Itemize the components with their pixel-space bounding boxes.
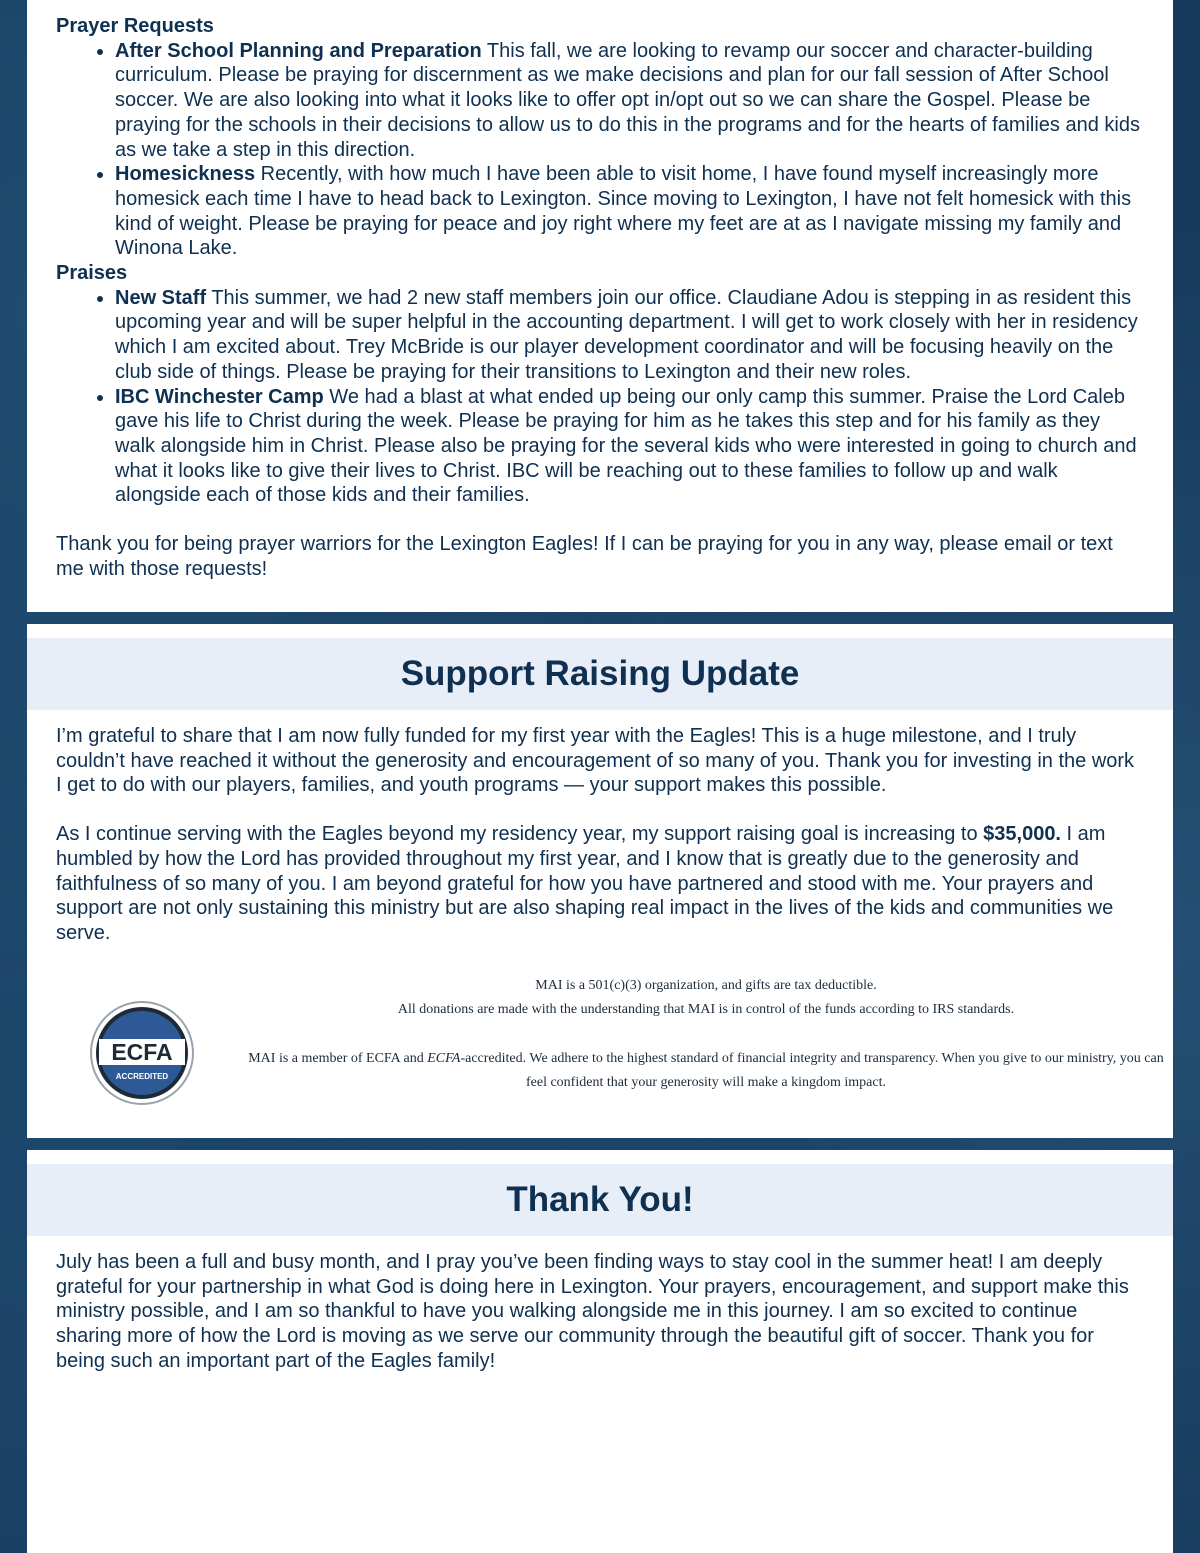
- legal-ecfa-statement: [246, 1047, 1166, 1095]
- legal-italic: ECFA: [427, 1050, 461, 1066]
- support-paragraph-1: I’m grateful to share that I am now fully funded for my first year with the Eagles! This is a huge milestone, and I truly couldn’t have reached it without the generosity and encouragement of so many of you. Thank you for investing in the work I get to do with our players, families, and youth programs — your support makes this possible.: [56, 725, 1135, 797]
- prayer-section: [27, 0, 1173, 612]
- item-text: This summer, we had 2 new staff members join our office. Claudiane Adou is stepping in as resident this upcoming year and will be super helpful in the accounting department. I will get to work closely with her in residency which I am excited about. Trey McBride is our player development coordinator and will be focusing heavily on the club side of things. Please be praying for their transitions to Lexington and their new roles.: [115, 286, 1138, 383]
- thanks-section: [27, 1150, 1173, 1553]
- para-text: As I continue serving with the Eagles beyond my residency year, my support raising goal is increasing to: [56, 823, 984, 846]
- support-paragraph-2: [56, 822, 1144, 946]
- ecfa-block: [56, 974, 1164, 1114]
- list-item: [115, 385, 1144, 509]
- item-title: After School Planning and Preparation: [115, 39, 482, 62]
- item-text: We had a blast at what ended up being our only camp this summer. Praise the Lord Caleb gave his life to Christ during the week. Please be praying for him as he takes this step and for his family as they walk alongside him in Christ. Please also be praying for the several kids who were interested in going to church and what it looks like to give their lives to Christ. IBC will be reaching out to these families to follow up and walk alongside each of those kids and their families.: [115, 385, 1137, 507]
- thanks-heading: Thank You!: [506, 1180, 694, 1219]
- item-title: Homesickness: [115, 163, 256, 186]
- legal-line-2: All donations are made with the understanding that MAI is in control of the funds according to IRS standards.: [397, 1001, 1015, 1017]
- goal-amount: $35,000.: [983, 823, 1061, 846]
- legal-line-1: MAI is a 501(c)(3) organization, and gifts are tax deductible.: [535, 977, 877, 993]
- list-item: [115, 162, 1144, 261]
- legal-text: -accredited. We adhere to the highest standard of financial integrity and transparency. When you give to our ministry, you can feel confident that your generosity will make a kingdom impact.: [460, 1050, 1164, 1090]
- prayer-requests-list: [56, 39, 1144, 261]
- support-section: [27, 624, 1173, 1138]
- praises-list: [56, 286, 1144, 508]
- prayer-closing: Thank you for being prayer warriors for the Lexington Eagles! If I can be praying for you in any way, please email or text me with those requests!: [56, 533, 1113, 580]
- item-text: Recently, with how much I have been able to visit home, I have found myself increasingly more homesick each time I have to head back to Lexington. Since moving to Lexington, I have not felt homesick with this kind of weight. Please be praying for peace and joy right where my feet are at as I navigate missing my family and Winona Lake.: [115, 163, 1132, 260]
- support-heading: Support Raising Update: [400, 654, 800, 693]
- para-text: I am humbled by how the Lord has provided throughout my first year, and I know that is greatly due to the generosity and faithfulness of so many of you. I am beyond grateful for how you have partnered and stood with me. Your prayers and support are not only sustaining this ministry but are also shaping real impact in the lives of the kids and communities we serve.: [56, 823, 1114, 944]
- thanks-banner: [27, 1164, 1173, 1236]
- ecfa-logo-subtext: ACCREDITED: [115, 1071, 169, 1081]
- list-item: [115, 286, 1144, 385]
- praises-heading: Praises: [56, 262, 128, 285]
- newsletter-page: [27, 0, 1173, 1553]
- legal-text: MAI is a member of ECFA and: [248, 1050, 428, 1066]
- support-banner: [27, 638, 1173, 710]
- list-item: [115, 39, 1144, 163]
- item-text: This fall, we are looking to revamp our soccer and character-building curriculum. Please be praying for discernment as we make decisions and plan for our fall session of After School soccer. We are also looking into what it looks like to offer opt in/opt out so we can share the Gospel. Please be praying for the schools in their decisions to allow us to do this in the programs and for the hearts of families and kids as we take a step in this direction.: [115, 39, 1140, 161]
- ecfa-logo-text: ECFA: [111, 1038, 173, 1065]
- item-title: IBC Winchester Camp: [115, 385, 324, 408]
- prayer-requests-heading: Prayer Requests: [56, 15, 214, 37]
- item-title: New Staff: [115, 286, 207, 309]
- ecfa-logo-icon: [90, 1001, 194, 1105]
- thanks-paragraph: July has been a full and busy month, and I pray you’ve been finding ways to stay cool in the summer heat! I am deeply grateful for your partnership in what God is doing here in Lexington. Your prayers, encouragement, and support make this ministry possible, and I am so thankful to have you walking alongside me in this journey. I am so excited to continue sharing more of how the Lord is moving as we serve our community through the beautiful gift of soccer. Thank you for being such an important part of the Eagles family!: [56, 1251, 1129, 1372]
